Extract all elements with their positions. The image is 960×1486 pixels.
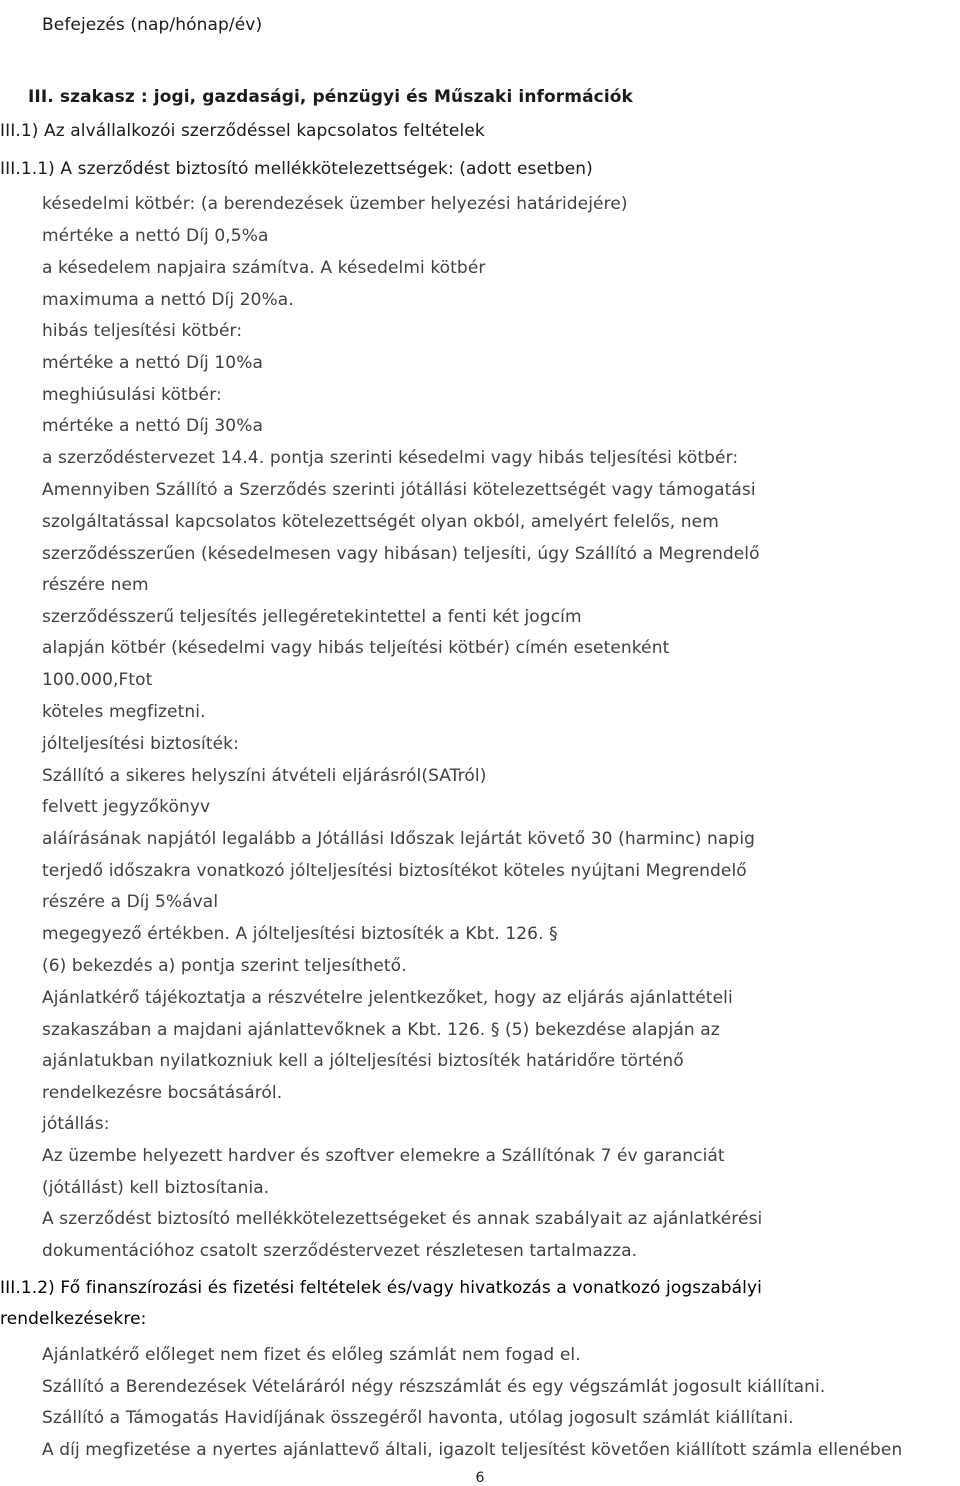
text-line: jólteljesítési biztosíték: (42, 734, 239, 754)
text-line: szolgáltatással kapcsolatos kötelezettségét olyan okból, amelyért felelős, nem (42, 512, 719, 532)
text-line: rendelkezésre bocsátásáról. (42, 1083, 283, 1103)
text-line: részére a Díj 5%ával (42, 892, 219, 912)
text-line: ajánlatukban nyilatkozniuk kell a jólteljesítési biztosíték határidőre történő (42, 1051, 684, 1071)
text-line: késedelmi kötbér: (a berendezések üzember helyezési határidejére) (42, 194, 628, 214)
text-line: részére nem (42, 575, 149, 595)
text-line: jótállás: (42, 1114, 110, 1134)
text-line: III.1) Az alvállalkozói szerződéssel kapcsolatos feltételek (0, 121, 485, 141)
text-line: mértéke a nettó Díj 10%a (42, 353, 263, 373)
text-line: terjedő időszakra vonatkozó jólteljesítési biztosítékot köteles nyújtani Megrendelő (42, 861, 747, 881)
text-line: III.1.1) A szerződést biztosító mellékkötelezettségek: (adott esetben) (0, 159, 593, 179)
text-line: A szerződést biztosító mellékkötelezettségeket és annak szabályait az ajánlatkérési (42, 1209, 763, 1229)
text-line: Szállító a sikeres helyszíni átvételi eljárásról(SATról) (42, 766, 487, 786)
text-line: hibás teljesítési kötbér: (42, 321, 243, 341)
text-line: Szállító a Berendezések Vételáráról négy részszámlát és egy végszámlát jogosult kiállítani. (42, 1377, 826, 1397)
text-line: A díj megfizetése a nyertes ajánlattevő általi, igazolt teljesítést követően kiállított számla ellenében (42, 1440, 903, 1460)
text-line: mértéke a nettó Díj 0,5%a (42, 226, 269, 246)
text-line: megegyező értékben. A jólteljesítési biztosíték a Kbt. 126. § (42, 924, 558, 944)
text-line: rendelkezésekre: (0, 1309, 147, 1329)
text-line: szerződésszerűen (késedelmesen vagy hibásan) teljesíti, úgy Szállító a Megrendelő (42, 544, 760, 564)
text-line: Az üzembe helyezett hardver és szoftver elemekre a Szállítónak 7 év garanciát (42, 1146, 725, 1166)
text-line: felvett jegyzőkönyv (42, 797, 211, 817)
text-line: alapján kötbér (késedelmi vagy hibás teljeítési kötbér) címén esetenként (42, 638, 670, 658)
text-line: (jótállást) kell biztosítania. (42, 1178, 270, 1198)
text-line: aláírásának napjától legalább a Jótállási Időszak lejártát követő 30 (harminc) napig (42, 829, 756, 849)
text-line: szakaszában a majdani ajánlattevőknek a Kbt. 126. § (5) bekezdése alapján az (42, 1020, 720, 1040)
text-line: köteles megfizetni. (42, 702, 206, 722)
text-line: a szerződéstervezet 14.4. pontja szerinti késedelmi vagy hibás teljesítési kötbér: (42, 448, 739, 468)
text-line: maximuma a nettó Díj 20%a. (42, 290, 294, 310)
text-line: a késedelem napjaira számítva. A késedelmi kötbér (42, 258, 486, 278)
text-line: Szállító a Támogatás Havidíjának összegéről havonta, utólag jogosult számlát kiállítani. (42, 1408, 794, 1428)
text-line: Befejezés (nap/hónap/év) (42, 15, 263, 35)
text-line: mértéke a nettó Díj 30%a (42, 416, 263, 436)
page-number: 6 (475, 1470, 485, 1486)
text-line: dokumentációhoz csatolt szerződéstervezet részletesen tartalmazza. (42, 1241, 638, 1261)
text-line: III.1.2) Fő finanszírozási és fizetési feltételek és/vagy hivatkozás a vonatkozó jogszabályi (0, 1278, 762, 1298)
text-line: Amennyiben Szállító a Szerződés szerinti jótállási kötelezettségét vagy támogatási (42, 480, 756, 500)
text-line: meghiúsulási kötbér: (42, 385, 222, 405)
text-line: szerződésszerű teljesítés jellegéretekintettel a fenti két jogcím (42, 607, 582, 627)
text-line: 100.000,Ftot (42, 670, 153, 690)
text-line: Ajánlatkérő előleget nem fizet és előleg számlát nem fogad el. (42, 1345, 581, 1365)
text-line: (6) bekezdés a) pontja szerint teljesíthető. (42, 956, 407, 976)
text-line: III. szakasz : jogi, gazdasági, pénzügyi és Műszaki információk (28, 87, 633, 107)
text-line: Ajánlatkérő tájékoztatja a részvételre jelentkezőket, hogy az eljárás ajánlattételi (42, 988, 733, 1008)
